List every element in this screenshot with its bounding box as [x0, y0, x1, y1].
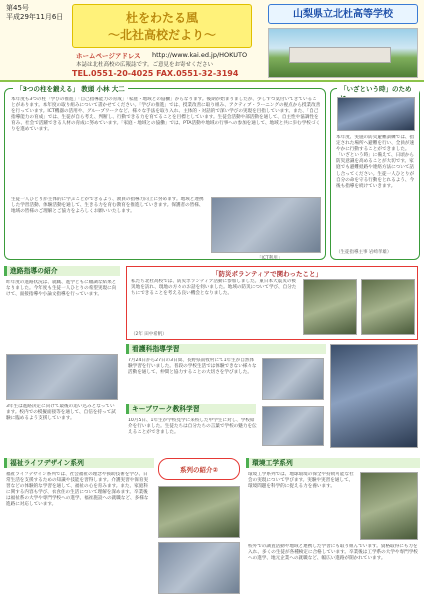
career-photo	[6, 354, 118, 400]
nursing-title: 看護科指導学習	[126, 344, 326, 354]
principal-title: 「3つの柱を鍛える」 教頭 小林 大二	[13, 84, 128, 93]
volunteer-body: 私たち北杜高校では、防災ボランティア活動に参加しました。東日本大震災の被災地を訪れ、現地の方々のお話を伺いました。地域の防災について学び、自分たちにできることを考える良い機会となりました。	[131, 279, 297, 297]
principal-section	[4, 85, 326, 261]
title-line1: 杜をわたる風	[125, 11, 198, 25]
emergency-photo	[337, 97, 415, 131]
volunteer-photo-1	[303, 279, 357, 335]
welfare-title: 福祉ライフデザイン系列	[4, 458, 154, 468]
career-title: 進路指導の紹介	[4, 266, 120, 276]
environment-body-2: 校外での調査活動や地域と連携した学習にも取り組んでいます。資格取得にも力を入れ、多くの生徒が各種検定に合格しています。卒業後は工学系の大学や専門学校への進学、地元企業への就職など、幅広い進路が開かれています。	[248, 544, 418, 562]
nursing-photo	[262, 358, 324, 400]
side-photo	[330, 344, 418, 448]
volunteer-section	[126, 266, 418, 340]
environment-photo	[360, 472, 418, 540]
homepage-label: ホームページアドレス	[76, 52, 141, 60]
kids-photo	[262, 406, 324, 446]
newsletter-title	[72, 4, 252, 48]
emergency-sign: （生徒指導主事 岩崎孝雄）	[336, 250, 392, 255]
contact-numbers: TEL.0551-20-4025 FAX.0551-32-3194	[72, 69, 239, 78]
subtitle: 本誌は北杜高校の広報誌です。ご意見をお寄せください	[76, 62, 214, 68]
issue-info	[6, 4, 63, 22]
masthead	[0, 0, 424, 82]
nursing-section	[126, 344, 326, 448]
emergency-body: 本年度、実施の防災避難訓練では、指定された場所へ避難を行い、全員が速やかに行動することができました。「いざという時」に備えて、日頃から防災意識を高めることが大切です。家庭でも避難経路や連絡方法について話し合ってください。生徒一人ひとりが自分の命を守る行動をとれるよう、今後も指導を続けていきます。	[336, 135, 415, 189]
welfare-section	[4, 458, 154, 596]
series-intro-badge	[158, 458, 240, 480]
emergency-title: 「いざという時」のため	[337, 84, 419, 102]
ict-caption: 「ICT利用」	[257, 256, 283, 261]
career-section	[4, 266, 120, 452]
emergency-section	[330, 85, 420, 260]
principal-body-2: 生徒一人ひとりが主体的に学ぶことができるよう、教員の指導力向上に努めます。地域と連携した学習活動、体験活動を通して、生きる力を育む教育を推進していきます。保護者の皆様、地域の皆様のご理解とご協力をよろしくお願いいたします。	[11, 197, 204, 215]
issue-date: 平成29年11月6日	[6, 13, 64, 21]
career-body-2: 3年生は進路決定に向けて最後の追い込みとなっています。校内での模擬面接等を通して、自信を持って試験に臨めるよう支援しています。	[6, 404, 116, 422]
school-name: 山梨県立北杜高等学校	[268, 4, 418, 24]
volunteer-photo-2	[361, 279, 415, 335]
volunteer-sign: （2年 田中希帆）	[131, 332, 167, 337]
welfare-photo-1	[158, 486, 240, 538]
ict-photo	[211, 197, 321, 253]
environment-section	[246, 458, 420, 596]
kids-body: 10月5日、1年生が学校見学に来校した中学生に対し、学校紹介を行いました。生徒たちは自分たちの言葉で学校の魅力を伝えることができました。	[128, 418, 257, 436]
welfare-body: 福祉ライフデザイン系列では、社会福祉の理念や援助技術を学び、日常生活を支援するための知識や技能を習得します。介護実習や保育実習などの体験的な学習を通して、福祉の心を育みます。また、家庭科に関する内容も学び、衣食住の生活について理解を深めます。卒業後は福祉系の大学や専門学校への進学、福祉施設への就職など、多様な進路に対応しています。	[6, 472, 149, 508]
environment-body: 環境工学系列では、地球環境の保全や持続可能な社会の実現について学びます。実験や実習を通して、環境問題を科学的に捉える力を養います。	[248, 472, 354, 490]
environment-title: 環境工学系列	[246, 458, 420, 468]
homepage-url[interactable]: http://www.kai.ed.jp/HOKUTO	[152, 51, 248, 59]
nursing-body: 7月24日から27日の3日間、長野県南牧村にて1年生が自然体験学習を行いました。普段の学校生活では体験できない様々な活動を通して、仲間と協力することの大切さを学びました。	[128, 358, 257, 376]
kids-title: キープワーク教科学習	[126, 404, 256, 414]
welfare-photo-2	[158, 542, 240, 594]
career-body: 昨年度の進路状況は、就職、進学ともに順調な結果となりました。今年度も生徒一人ひとりの希望実現に向けて、面接指導や小論文指導を行っています。	[6, 280, 117, 298]
title-line2: ～北社高校だより～	[107, 28, 216, 42]
school-photo	[268, 28, 418, 78]
volunteer-title: 「防災ボランティアで関わったこと」	[211, 270, 323, 278]
principal-body: 本年度も3つの柱「学びの推進」「自己指導能力の育成」「家庭・地域との協働」からなります。後期が始まりましたが、少しずつ気付いてきていることがあります。本年度の取り組みについて書かせてください。「学びの推進」では、授業改善に取り組み、アクティブ・ラーニングの視点から授業改善を行っています。ICT機器の活用や、グループワークなど、様々な手法を取り入れ、主体的・対話的で深い学びの実現を目指しています。また、「自己指導能力の育成」では、生徒が自ら考え、判断し、行動できる力を育てることを目標としています。生徒会活動や部活動を通して、自主性や協調性を育み、社会で活躍できる人材の育成に努めています。「家庭・地域との協働」では、PTA活動や地域の行事への参加を通して、地域と共に歩む学校づくりを進めています。	[11, 97, 321, 133]
issue-number: 第45号	[6, 4, 29, 12]
series-intro-title: 系列の紹介②	[179, 466, 218, 474]
